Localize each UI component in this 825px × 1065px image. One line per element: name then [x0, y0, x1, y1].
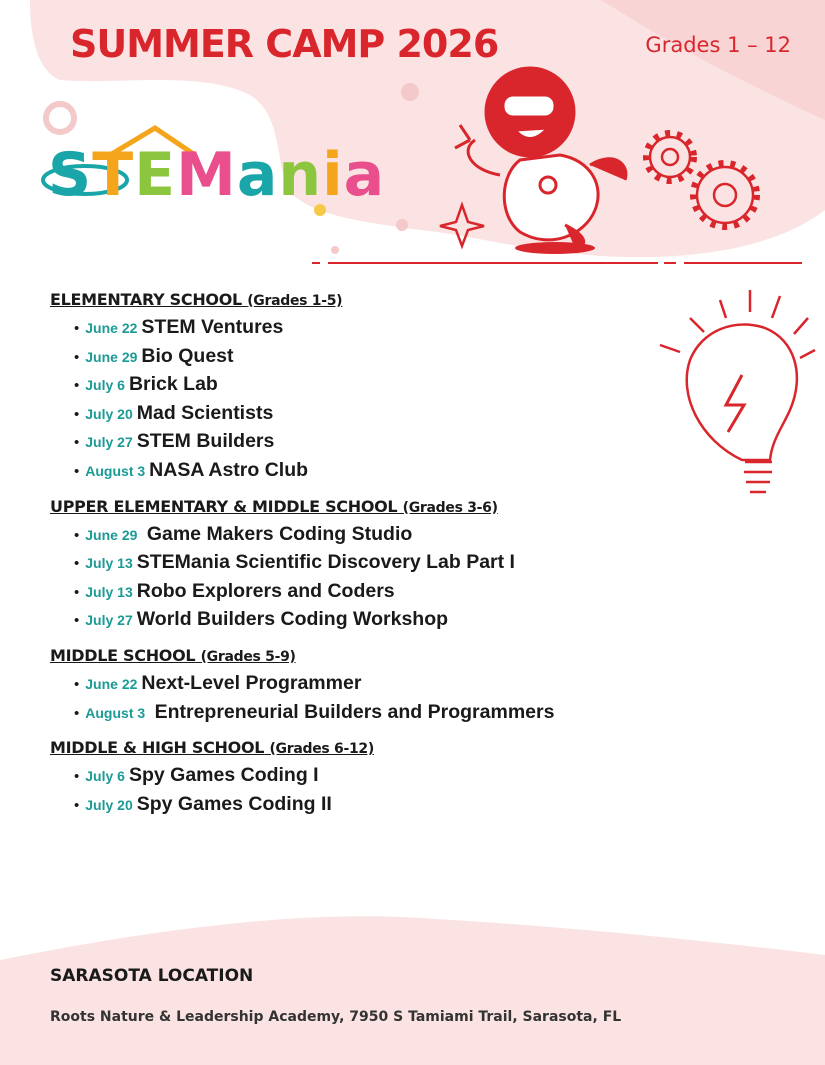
camp-item [74, 761, 650, 790]
lightbulb-icon [660, 290, 815, 492]
bullet-icon: • [74, 555, 80, 573]
logo-letter: E [134, 140, 177, 210]
stemania-logo [48, 140, 385, 210]
camp-item [74, 548, 650, 577]
camp-name: STEMania Scientific Discovery Lab Part I [136, 551, 515, 574]
camp-item [74, 669, 650, 698]
bullet-icon: • [74, 462, 80, 480]
camp-name: Game Makers Coding Studio [141, 522, 413, 545]
camp-item [74, 427, 650, 456]
location-address: Roots Nature & Leadership Academy, 7950 S Tamiami Trail, Sarasota, FL [50, 1009, 622, 1025]
camp-date: July 13 [85, 555, 133, 572]
camp-item [74, 342, 650, 371]
camp-name: STEM Ventures [141, 316, 284, 338]
camp-date: July 20 [85, 796, 133, 813]
logo-letter: i [322, 140, 344, 210]
bullet-icon: • [74, 583, 80, 601]
camp-date: June 22 [85, 675, 138, 692]
bullet-icon: • [74, 612, 80, 630]
logo-letter: a [343, 140, 386, 210]
bullet-icon: • [74, 377, 80, 395]
bullet-icon: • [74, 796, 80, 814]
camp-name: STEM Builders [136, 430, 275, 453]
camp-item [74, 790, 650, 819]
camp-name: Brick Lab [128, 373, 218, 396]
page-title: SUMMER CAMP 2026 [70, 22, 499, 66]
camp-date: August 3 [85, 704, 146, 721]
location-title: SARASOTA LOCATION [50, 966, 254, 986]
bullet-icon: • [74, 320, 80, 337]
camp-item [74, 698, 650, 727]
section-grades: (Grades 6-12) [269, 741, 374, 758]
camp-item [74, 370, 650, 399]
camp-list [50, 313, 650, 485]
camp-name: Bio Quest [141, 344, 234, 367]
bullet-icon: • [74, 704, 80, 722]
camp-item [74, 577, 650, 606]
bullet-icon: • [74, 526, 80, 544]
camp-date: July 6 [85, 768, 125, 785]
camp-schedule [50, 290, 650, 830]
camp-name: Next-Level Programmer [141, 671, 362, 694]
camp-date: July 27 [85, 434, 133, 451]
camp-date: August 3 [85, 462, 146, 479]
camp-date: June 29 [85, 348, 138, 365]
camp-item [74, 520, 650, 549]
schedule-section [50, 497, 650, 634]
camp-item [74, 605, 650, 634]
schedule-section [50, 738, 650, 818]
grades-range: Grades 1 – 12 [645, 33, 791, 57]
camp-list [50, 761, 650, 818]
section-title-text: MIDDLE SCHOOL [50, 645, 196, 665]
camp-item [74, 399, 650, 428]
section-title-text: UPPER ELEMENTARY & MIDDLE SCHOOL [50, 496, 398, 516]
camp-name: NASA Astro Club [149, 458, 309, 481]
camp-date: June 22 [85, 320, 138, 336]
section-title-text: MIDDLE & HIGH SCHOOL [50, 738, 265, 758]
logo-letter: M [176, 140, 237, 210]
camp-name: Mad Scientists [136, 401, 274, 424]
camp-date: June 29 [85, 526, 138, 543]
section-grades: (Grades 3-6) [402, 499, 498, 516]
schedule-section [50, 646, 650, 726]
bullet-icon: • [74, 768, 80, 786]
camp-date: July 13 [85, 583, 133, 600]
logo-letter: T [92, 140, 135, 210]
bullet-icon: • [74, 675, 80, 693]
logo-letter: a [236, 140, 279, 210]
logo-letter: n [278, 140, 323, 210]
camp-name: Spy Games Coding I [128, 764, 319, 787]
camp-name: Entrepreneurial Builders and Programmers [149, 700, 555, 723]
bullet-icon: • [74, 348, 80, 366]
section-title [50, 290, 650, 309]
pale-gear-icon [46, 104, 74, 132]
camp-date: July 6 [85, 377, 125, 394]
camp-list [50, 669, 650, 726]
section-title [50, 497, 650, 516]
camp-name: Robo Explorers and Coders [136, 579, 395, 602]
section-title-text: ELEMENTARY SCHOOL [50, 290, 242, 309]
section-title [50, 738, 650, 757]
camp-item [74, 456, 650, 485]
camp-date: July 27 [85, 612, 133, 629]
bullet-icon: • [74, 405, 80, 423]
section-title [50, 646, 650, 665]
camp-name: Spy Games Coding II [136, 792, 332, 815]
camp-name: World Builders Coding Workshop [136, 608, 449, 631]
camp-item [74, 313, 650, 342]
bullet-icon: • [74, 434, 80, 452]
logo-letter: S [48, 140, 93, 210]
section-grades: (Grades 5-9) [200, 648, 296, 665]
section-grades: (Grades 1-5) [247, 293, 343, 309]
schedule-section [50, 290, 650, 485]
camp-date: July 20 [85, 405, 133, 422]
camp-list [50, 520, 650, 634]
